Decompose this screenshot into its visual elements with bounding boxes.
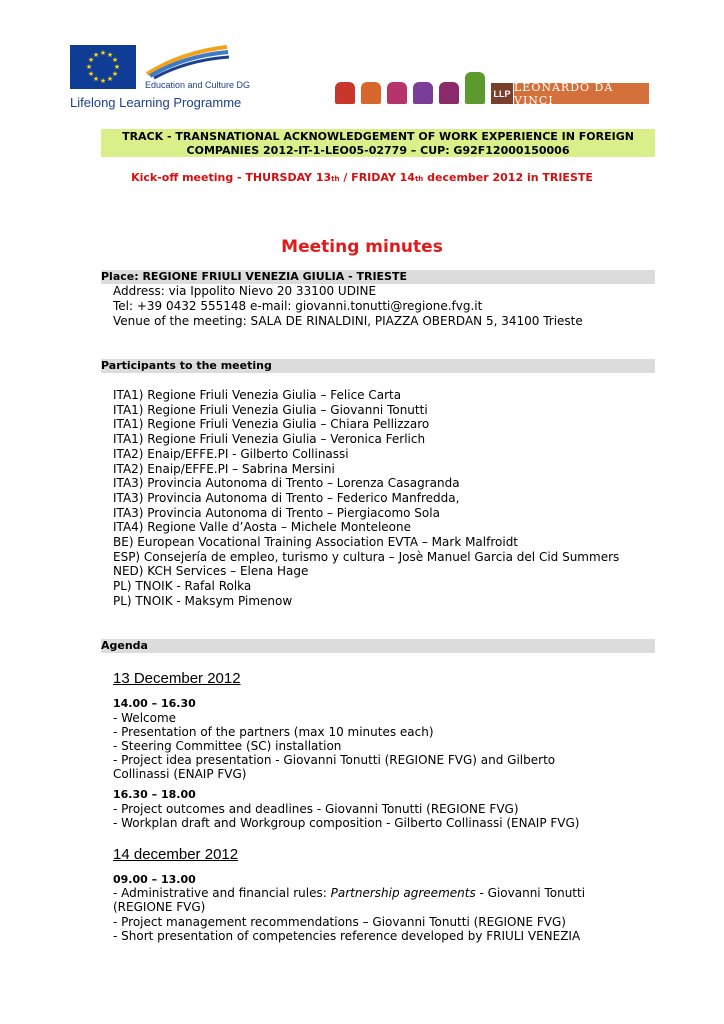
- participant-item: ITA1) Regione Friuli Venezia Giulia – Veronica Ferlich: [113, 432, 426, 447]
- kickoff-line: Kick-off meeting - THURSDAY 13th / FRIDAY 14th december 2012 in TRIESTE: [131, 171, 593, 184]
- track-line-1: TRACK - TRANSNATIONAL ACKNOWLEDGEMENT OF WORK EXPERIENCE IN FOREIGN: [122, 130, 634, 143]
- ldv-glyph-2: [361, 82, 381, 104]
- agenda-item: Collinassi (ENAIP FVG): [113, 767, 247, 781]
- ldv-glyph-6: [465, 72, 485, 104]
- ldv-glyph-1: [335, 82, 355, 104]
- participant-item: ITA2) Enaip/EFFE.PI – Sabrina Mersini: [113, 461, 335, 476]
- svg-text:★: ★: [111, 56, 119, 64]
- day2-slot1-time: 09.00 – 13.00: [113, 873, 196, 886]
- page-title: Meeting minutes: [281, 237, 443, 257]
- place-contact: Tel: +39 0432 555148 e-mail: giovanni.tonutti@regione.fvg.it: [113, 299, 483, 313]
- svg-text:★: ★: [113, 63, 121, 71]
- track-line-2: COMPANIES 2012-IT-1-LEO05-02779 – CUP: G92F12000150006: [186, 144, 570, 157]
- agenda-item: - Steering Committee (SC) installation: [113, 739, 342, 753]
- participant-item: ITA1) Regione Friuli Venezia Giulia – Giovanni Tonutti: [113, 402, 428, 417]
- participant-item: ITA2) Enaip/EFFE.PI - Gilberto Collinassi: [113, 446, 349, 461]
- eu-flag-logo: [70, 45, 136, 89]
- svg-text:★: ★: [87, 70, 95, 78]
- svg-text:★: ★: [106, 75, 114, 83]
- participant-item: ESP) Consejería de empleo, turismo y cultura – Josè Manuel Garcia del Cid Summers: [113, 549, 620, 564]
- day2-item-3: - Short presentation of competencies reference developed by FRIULI VENEZIA: [113, 929, 581, 943]
- participant-item: NED) KCH Services – Elena Hage: [113, 564, 309, 579]
- participant-item: ITA1) Regione Friuli Venezia Giulia – Felice Carta: [113, 388, 402, 402]
- ldv-glyph-3: [387, 82, 407, 104]
- day2-title: 14 december 2012: [113, 846, 239, 863]
- track-banner: [101, 129, 655, 157]
- llp-label: Lifelong Learning Programme: [70, 95, 242, 110]
- eac-label: Education and Culture DG: [145, 80, 251, 90]
- svg-text:★: ★: [111, 70, 119, 78]
- participant-item: ITA3) Provincia Autonoma di Trento – Federico Manfredda,: [113, 490, 460, 505]
- svg-text:★: ★: [87, 56, 95, 64]
- participant-item: BE) European Vocational Training Association EVTA – Mark Malfroidt: [113, 535, 519, 550]
- agenda-item: - Project idea presentation - Giovanni Tonutti (REGIONE FVG) and Gilberto: [113, 753, 556, 767]
- svg-text:★: ★: [92, 51, 100, 59]
- day1-slot1-time: 14.00 – 16.30: [113, 697, 196, 710]
- svg-text:★: ★: [99, 77, 107, 85]
- place-heading: Place: REGIONE FRIULI VENEZIA GIULIA - TRIESTE: [101, 270, 655, 284]
- swoosh-logo: [142, 42, 232, 82]
- agenda-heading: Agenda: [101, 639, 655, 653]
- day1-slot2-items: [113, 802, 579, 830]
- participant-item: ITA3) Provincia Autonoma di Trento – Lorenza Casagranda: [113, 476, 460, 491]
- participant-item: PL) TNOIK - Maksym Pimenow: [113, 593, 293, 608]
- participants-heading: Participants to the meeting: [101, 359, 655, 373]
- day2-item-1: - Administrative and financial rules: Partnership agreements - Giovanni Tonutti (REGIONE FVG): [113, 886, 586, 914]
- svg-text:★: ★: [85, 63, 93, 71]
- participant-item: PL) TNOIK - Rafal Rolka: [113, 579, 252, 594]
- place-address: Address: via Ippolito Nievo 20 33100 UDINE: [113, 284, 377, 298]
- ldv-glyph-4: [413, 82, 433, 104]
- place-venue: Venue of the meeting: SALA DE RINALDINI, PIAZZA OBERDAN 5, 34100 Trieste: [113, 314, 583, 328]
- participant-item: ITA3) Provincia Autonoma di Trento – Piergiacomo Sola: [113, 505, 440, 520]
- agenda-item: - Presentation of the partners (max 10 minutes each): [113, 725, 434, 739]
- agenda-item: - Workplan draft and Workgroup composition - Gilberto Collinassi (ENAIP FVG): [113, 816, 580, 830]
- svg-text:★: ★: [99, 49, 107, 57]
- day1-slot2-time: 16.30 – 18.00: [113, 788, 196, 801]
- day1-slot1-items: [113, 711, 555, 781]
- participant-item: ITA1) Regione Friuli Venezia Giulia – Chiara Pellizzaro: [113, 417, 430, 432]
- agenda-item: - Welcome: [113, 711, 177, 725]
- llp-badge: LLP: [491, 83, 513, 104]
- leonardo-banner: LEONARDO DA VINCI: [514, 83, 649, 104]
- participant-item: ITA4) Regione Valle d’Aosta – Michele Monteleone: [113, 520, 412, 535]
- agenda-item: - Project outcomes and deadlines - Giovanni Tonutti (REGIONE FVG): [113, 802, 519, 816]
- participants-list: [113, 388, 619, 609]
- svg-text:★: ★: [106, 51, 114, 59]
- day2-item-2: - Project management recommendations – Giovanni Tonutti (REGIONE FVG): [113, 915, 566, 929]
- day1-title: 13 December 2012: [113, 670, 241, 687]
- svg-text:★: ★: [92, 75, 100, 83]
- ldv-glyph-5: [439, 82, 459, 104]
